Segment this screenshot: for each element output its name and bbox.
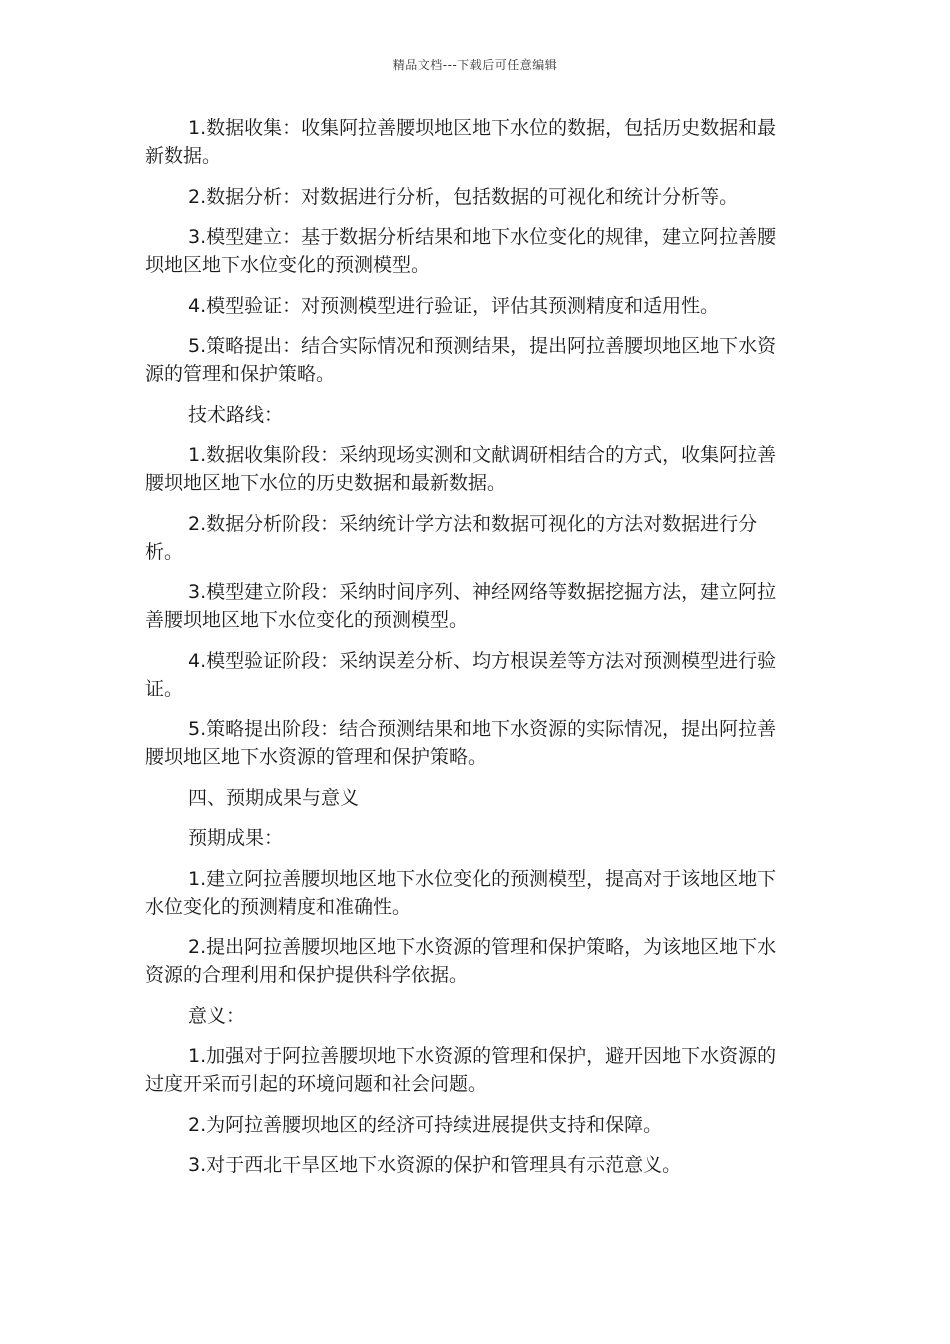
paragraph-model-building: 3.模型建立：基于数据分析结果和地下水位变化的规律，建立阿拉善腰坝地区地下水位变化的预测模型。	[145, 226, 777, 276]
paragraph-result-model: 1.建立阿拉善腰坝地区地下水位变化的预测模型，提高对于该地区地下水位变化的预测精度和准确性。	[145, 867, 777, 918]
paragraph-route-collection: 1.数据收集阶段：采纳现场实测和文献调研相结合的方式，收集阿拉善腰坝地区地下水位的历史数据和最新数据。	[145, 444, 777, 494]
paragraph-result-strategy: 2.提出阿拉善腰坝地区地下水资源的管理和保护策略，为该地区地下水资源的合理利用和保护提供科学依据。	[145, 936, 777, 986]
document-body	[145, 114, 795, 1192]
paragraph-data-collection: 1.数据收集：收集阿拉善腰坝地区地下水位的数据，包括历史数据和最新数据。	[145, 117, 777, 167]
paragraph-data-analysis: 2.数据分析：对数据进行分析，包括数据的可视化和统计分析等。	[188, 185, 739, 208]
page-header: 精品文档---下载后可任意编辑	[392, 58, 558, 72]
section-heading-tech-route: 技术路线：	[188, 403, 284, 426]
section-heading-outcomes: 四、预期成果与意义	[188, 786, 360, 809]
paragraph-strategy: 5.策略提出：结合实际情况和预测结果，提出阿拉善腰坝地区地下水资源的管理和保护策略。	[145, 335, 777, 385]
paragraph-route-strategy: 5.策略提出阶段：结合预测结果和地下水资源的实际情况，提出阿拉善腰坝地区地下水资源的管理和保护策略。	[145, 718, 777, 768]
subheading-expected-results: 预期成果：	[188, 827, 284, 849]
paragraph-significance-2: 2.为阿拉善腰坝地区的经济可持续进展提供支持和保障。	[188, 1113, 663, 1136]
paragraph-significance-1: 1.加强对于阿拉善腰坝地下水资源的管理和保护，避开因地下水资源的过度开采而引起的环境问题和社会问题。	[145, 1045, 777, 1095]
paragraph-model-validation: 4.模型验证：对预测模型进行验证，评估其预测精度和适用性。	[188, 294, 720, 317]
paragraph-route-model: 3.模型建立阶段：采纳时间序列、神经网络等数据挖掘方法，建立阿拉善腰坝地区地下水位变化的预测模型。	[145, 581, 777, 631]
paragraph-route-analysis: 2.数据分析阶段：采纳统计学方法和数据可视化的方法对数据进行分析。	[145, 512, 758, 563]
subheading-significance: 意义：	[188, 1004, 246, 1027]
paragraph-route-validation: 4.模型验证阶段：采纳误差分析、均方根误差等方法对预测模型进行验证。	[145, 649, 777, 700]
paragraph-significance-3: 3.对于西北干旱区地下水资源的保护和管理具有示范意义。	[188, 1154, 682, 1176]
